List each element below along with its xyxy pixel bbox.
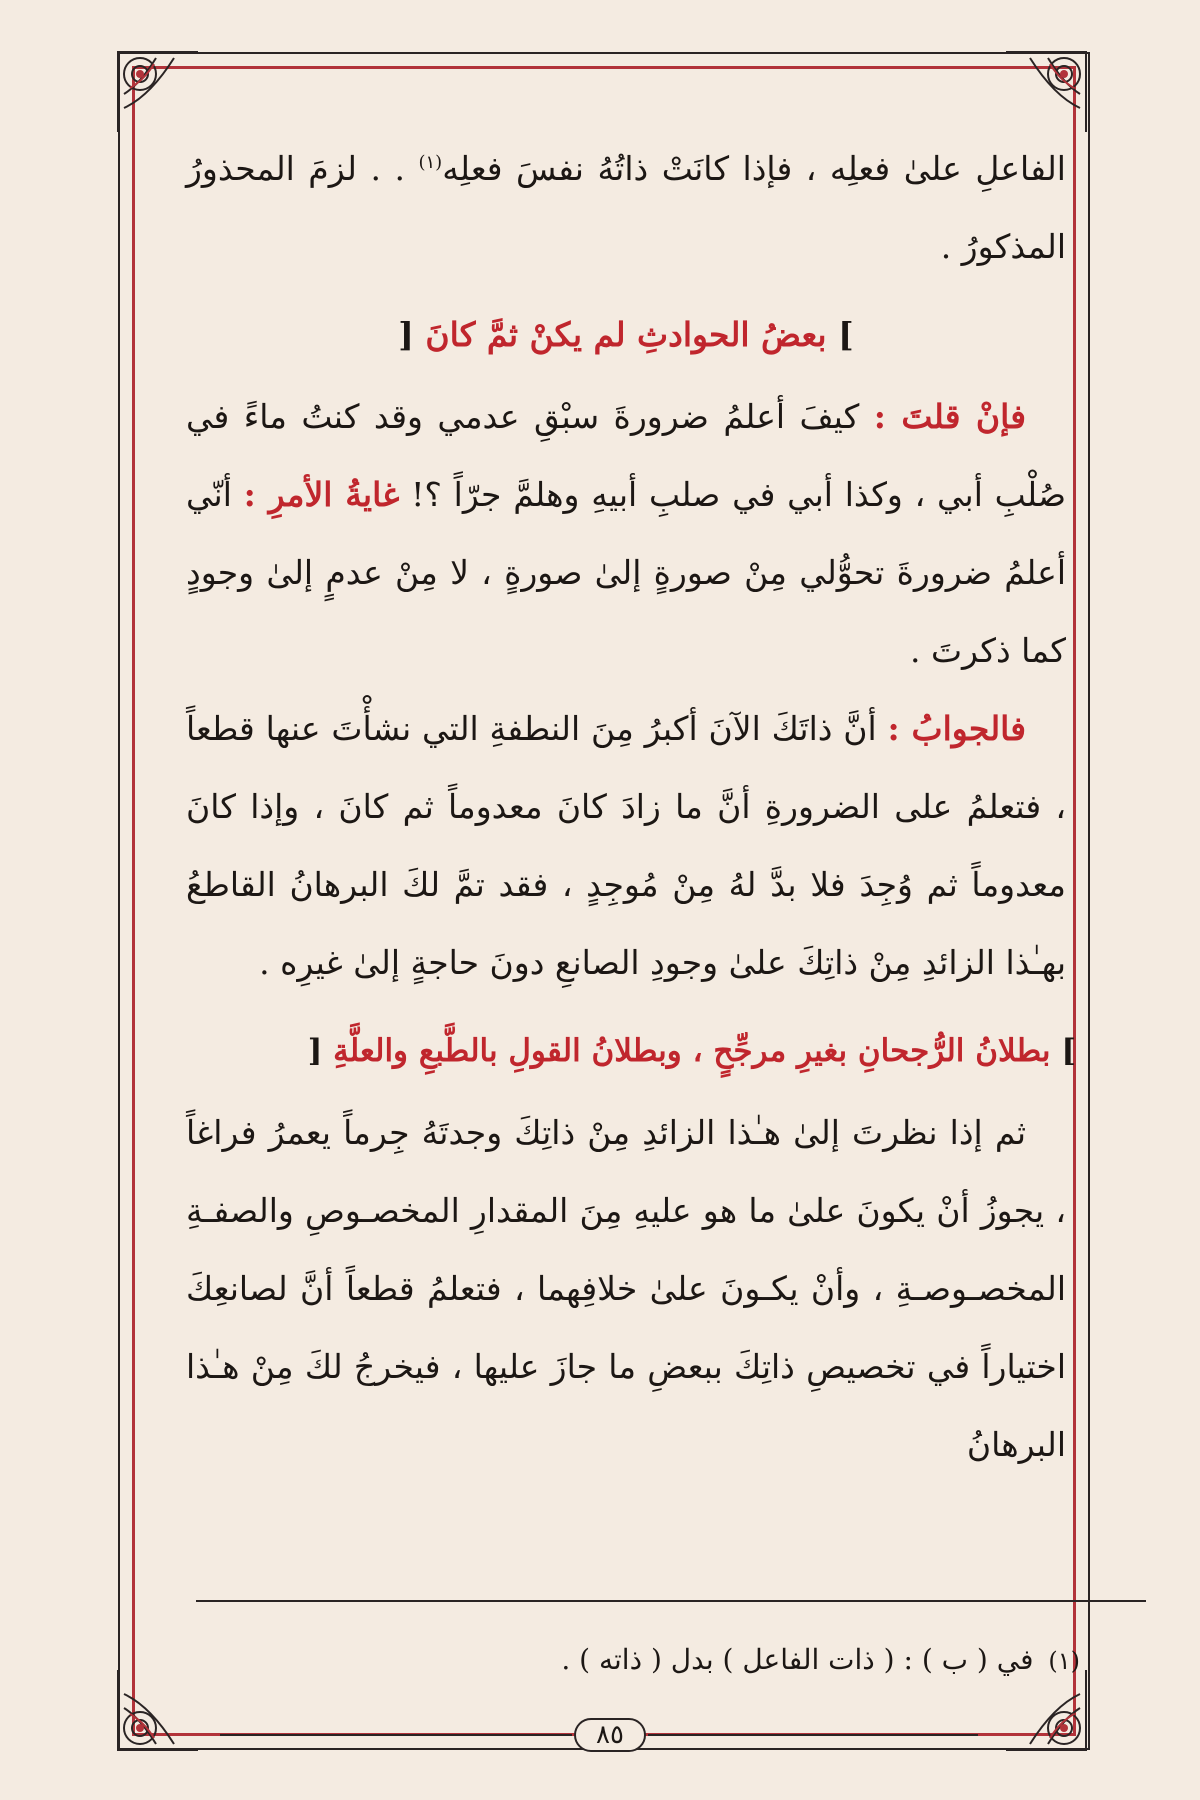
paragraph-text: كيفَ أعلمُ ضرورةَ سبْقِ عدمي وقد كنتُ ماءً في صُلْبِ أبي ، وكذا أبي في صلبِ أبيهِ وهلمَّ جرّاً ؟! xyxy=(186,397,1066,514)
lead-word: فإنْ قلتَ : xyxy=(873,397,1026,436)
footnote xyxy=(180,1640,1080,1681)
page-body xyxy=(186,130,1076,1484)
page-number: ٨٥ xyxy=(574,1718,646,1752)
paragraph: ثم إذا نظرتَ إلىٰ هـٰذا الزائدِ مِنْ ذاتِكَ وجدتَهُ جِرماً يعمرُ فراغاً ، يجوزُ أنْ يكونَ علىٰ ما هو عليهِ مِنَ المقدارِ المخصـوصِ والصفـةِ المخصـوصـةِ ، وأنْ يكـونَ علىٰ خلافِهما ، فتعلمُ قطعاً أنَّ لصانعِكَ اختياراً في تخصيصِ ذاتِكَ ببعضِ ما جازَ عليها ، فيخرجُ لكَ مِنْ هـٰذا البرهانُ xyxy=(186,1113,1066,1464)
heading-text: بعضُ الحوادثِ لم يكنْ ثمَّ كانَ xyxy=(425,315,827,354)
bracket: ] xyxy=(1061,1033,1076,1069)
paragraph-continuation xyxy=(186,130,1066,286)
footnote-number: (١) xyxy=(1048,1647,1080,1675)
footnote-divider xyxy=(196,1600,1146,1602)
page-number-badge xyxy=(550,1716,670,1756)
paragraph-text: أنّي أعلمُ ضرورةَ تحوُّلي مِنْ صورةٍ إلىٰ صورةٍ ، لا مِنْ عدمٍ إلىٰ وجودٍ كما ذكرتَ . xyxy=(186,475,1066,670)
footnote-marker: (١) xyxy=(418,152,443,173)
bracket: [ xyxy=(307,1033,323,1069)
footnote-text: في ( ب ) : ( ذات الفاعل ) بدل ( ذاته ) . xyxy=(561,1643,1034,1676)
page-number-rule xyxy=(648,1734,978,1736)
bracket: ] xyxy=(838,315,854,354)
bracket: [ xyxy=(398,315,414,354)
section-heading xyxy=(186,1012,1076,1090)
book-page xyxy=(176,110,1076,1710)
section-heading xyxy=(186,296,1066,374)
heading-text: بطلانُ الرُّجحانِ بغيرِ مرجِّحٍ ، وبطلانُ القولِ بالطَّبعِ والعلَّةِ xyxy=(333,1033,1051,1069)
paragraph-text: الفاعلِ علىٰ فعلِه ، فإذا كانَتْ ذاتُهُ نفسَ فعلِه xyxy=(442,149,1066,188)
lead-word: فالجوابُ : xyxy=(887,709,1027,748)
paragraph xyxy=(186,378,1066,690)
paragraph xyxy=(186,690,1066,1002)
page-number-rule xyxy=(220,1734,572,1736)
lead-word: غايةُ الأمرِ : xyxy=(243,475,400,514)
paragraph-text: أنَّ ذاتَكَ الآنَ أكبرُ مِنَ النطفةِ التي نشأْتَ عنها قطعاً ، فتعلمُ على الضرورةِ أنَّ ما زادَ كانَ معدوماً ثم كانَ ، وإذا كانَ معدوماً ثم وُجِدَ فلا بدَّ لهُ مِنْ مُوجِدٍ ، فقد تمَّ لكَ البرهانُ القاطعُ بهـٰذا الزائدِ مِنْ ذاتِكَ علىٰ وجودِ الصانعِ دونَ حاجةٍ إلىٰ غيرِه . xyxy=(186,709,1066,982)
paragraph-text: . . لزمَ المحذورُ المذكورُ . xyxy=(186,149,1066,266)
